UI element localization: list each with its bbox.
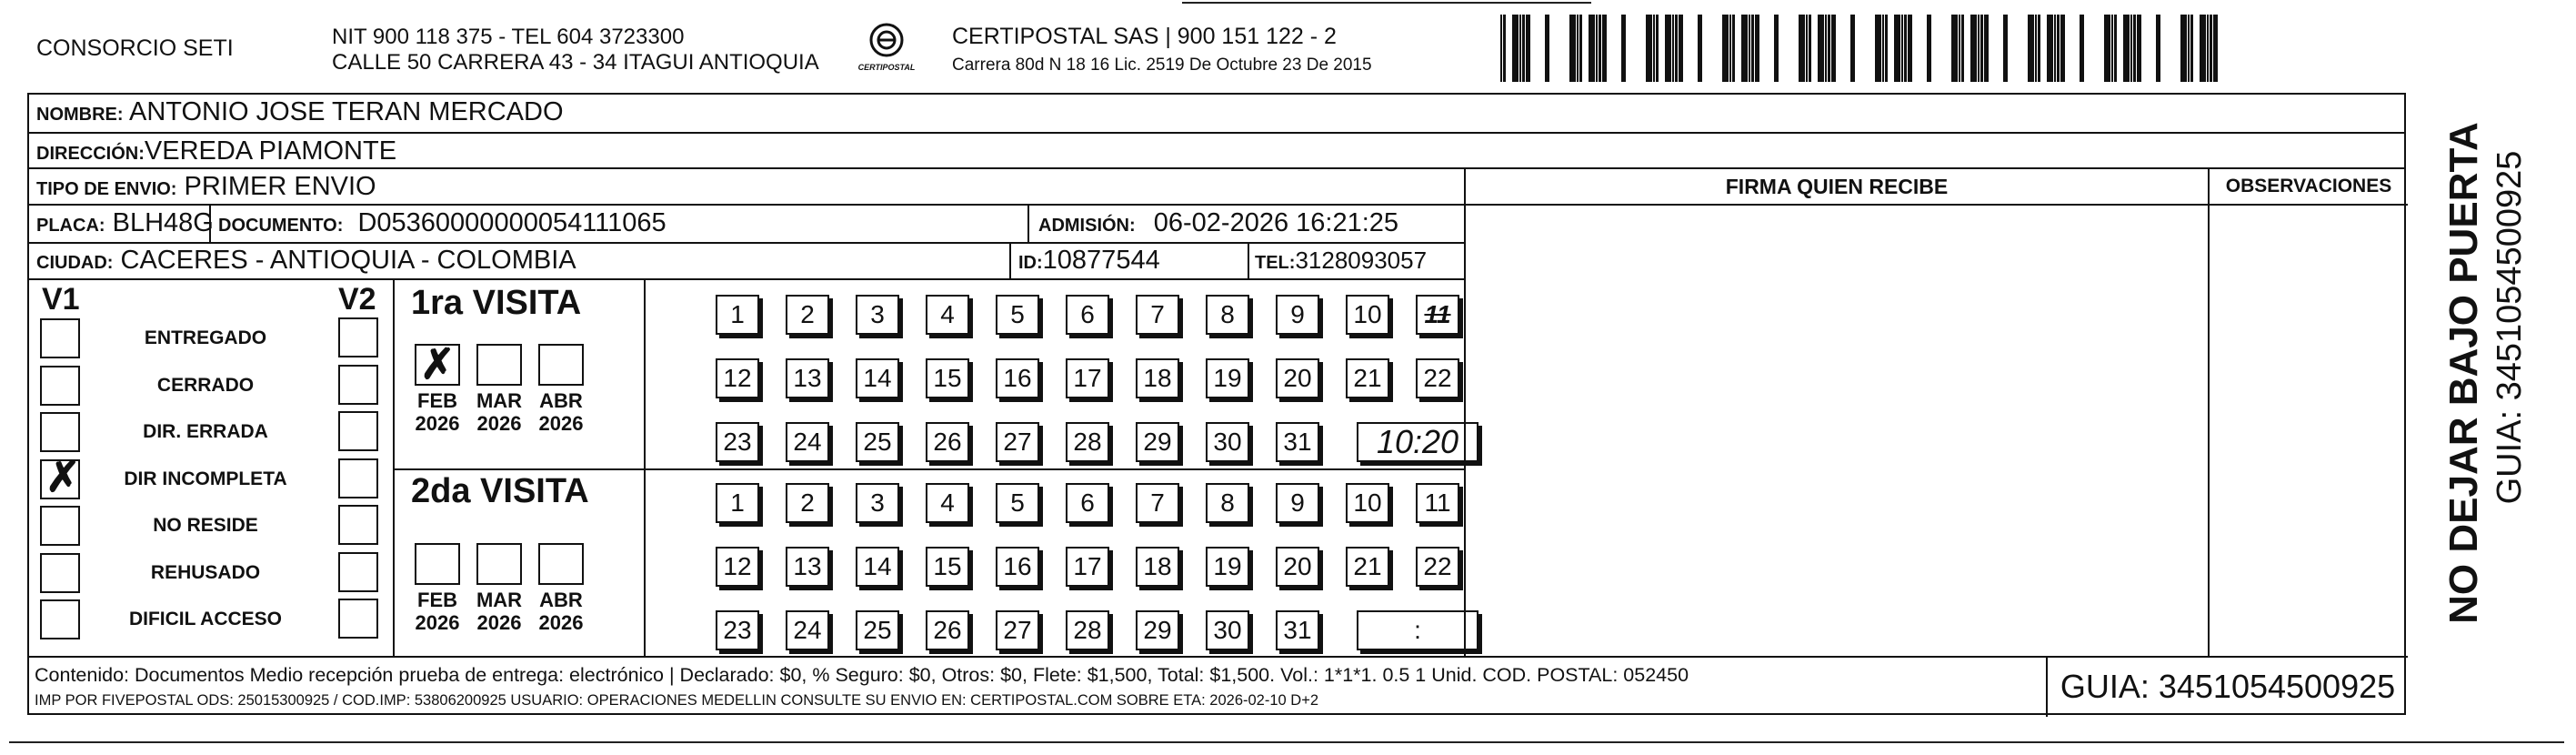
status-v2-checkbox[interactable]	[338, 552, 378, 592]
barcode-bar	[1646, 15, 1652, 82]
nombre-row: NOMBRE: ANTONIO JOSE TERAN MERCADO	[29, 95, 2404, 134]
day-box[interactable]: 9	[1276, 483, 1319, 523]
barcode-bar	[1951, 15, 1958, 82]
logo-icon	[867, 22, 907, 58]
barcode-bar	[1577, 15, 1579, 82]
tipo-row: TIPO DE ENVIO: PRIMER ENVIO	[29, 169, 1464, 206]
barcode-bar	[1875, 15, 1881, 82]
day-box[interactable]: 18	[1136, 547, 1179, 587]
day-box[interactable]: 11	[1416, 295, 1459, 335]
guide-table	[27, 93, 2406, 715]
day-box[interactable]: 21	[1346, 358, 1389, 398]
month-label: FEB 2026	[415, 389, 460, 435]
status-v2-checkbox[interactable]	[338, 317, 378, 357]
barcode-bar	[1806, 15, 1808, 82]
v1-header: V1	[42, 282, 80, 317]
barcode-bar	[1569, 15, 1576, 82]
day-box[interactable]: 23	[716, 422, 759, 462]
day-box[interactable]: 12	[716, 358, 759, 398]
nombre-value: ANTONIO JOSE TERAN MERCADO	[129, 97, 564, 126]
barcode-bar	[2047, 15, 2053, 82]
day-box[interactable]: 13	[786, 547, 829, 587]
day-box[interactable]: 5	[996, 295, 1039, 335]
day-box[interactable]: 4	[926, 483, 969, 523]
time-box[interactable]: :	[1357, 610, 1478, 650]
month-checkbox[interactable]	[538, 543, 584, 585]
tel-value: 3128093057	[1295, 247, 1428, 274]
day-box[interactable]: 21	[1346, 547, 1389, 587]
barcode-bar	[1894, 15, 1900, 82]
day-box[interactable]: 14	[856, 358, 899, 398]
day-box[interactable]: 14	[856, 547, 899, 587]
tipo-value: PRIMER ENVIO	[184, 172, 376, 201]
barcode-bar	[2133, 15, 2136, 82]
day-box[interactable]: 12	[716, 547, 759, 587]
carrier-name: CERTIPOSTAL SAS | 900 151 122 - 2	[952, 24, 1337, 49]
day-box[interactable]: 22	[1416, 358, 1459, 398]
day-box[interactable]: 17	[1066, 358, 1109, 398]
status-v2-checkbox[interactable]	[338, 365, 378, 405]
day-box[interactable]: 23	[716, 610, 759, 650]
barcode-bar	[1978, 15, 1980, 82]
barcode-bar	[2210, 15, 2212, 82]
day-box[interactable]: 20	[1276, 547, 1319, 587]
footer-contenido: Contenido: Documentos Medio recepción prueba de entrega: electrónico | Declarado: $0, % Seguro: $0, Otros: $0, Flete: $1,500, Total: $1,500. Vol.: 1*1*1. 0.5 1 Unid. COD. POSTAL: 052450	[35, 664, 1689, 686]
barcode-bar	[2028, 15, 2034, 82]
barcode-bar	[1818, 15, 1824, 82]
month-checkbox[interactable]	[476, 344, 522, 386]
day-box[interactable]: 24	[786, 422, 829, 462]
barcode-bar	[1732, 15, 1735, 82]
day-box[interactable]: 10	[1346, 295, 1389, 335]
month-checkbox[interactable]	[476, 543, 522, 585]
day-box[interactable]: 8	[1206, 295, 1249, 335]
barcode-bar	[1729, 15, 1731, 82]
barcode-bar	[2213, 15, 2218, 82]
firma-header: FIRMA QUIEN RECIBE	[1466, 169, 2208, 206]
day-box[interactable]: 25	[856, 610, 899, 650]
barcode-bar	[1980, 15, 1983, 82]
barcode-bar	[1984, 15, 1989, 82]
barcode-bar	[1679, 15, 1683, 82]
barcode-bar	[1653, 15, 1655, 82]
placa-row: PLACA: BLH48G DOCUMENTO: D05360000000054111065 ADMISIÓN: 06-02-2026 16:21:25	[29, 206, 1464, 244]
barcode-bar	[1672, 15, 1674, 82]
barcode-bar	[1961, 15, 1964, 82]
barcode-bar	[1751, 15, 1754, 82]
barcode-bar	[1825, 15, 1827, 82]
day-box[interactable]: 30	[1206, 610, 1249, 650]
status-label: DIR INCOMPLETA	[124, 468, 287, 489]
barcode-bar	[2207, 15, 2209, 82]
day-box[interactable]: 26	[926, 610, 969, 650]
status-label: DIFICIL ACCESO	[128, 609, 282, 629]
cut-line	[9, 741, 2564, 743]
day-box[interactable]: 7	[1136, 295, 1179, 335]
barcode-bar	[2104, 15, 2110, 82]
barcode-bar	[2080, 15, 2084, 82]
status-label: NO RESIDE	[153, 515, 258, 536]
day-box[interactable]: 9	[1276, 295, 1319, 335]
barcode-bar	[2156, 15, 2160, 82]
barcode-bar	[1500, 15, 1502, 82]
day-box[interactable]: 6	[1066, 483, 1109, 523]
side-guia: GUIA: 3451054500925	[2491, 150, 2529, 505]
barcode-bar	[1522, 15, 1525, 82]
direccion-row: DIRECCIÓN:VEREDA PIAMONTE	[29, 134, 2404, 169]
barcode-bar	[1596, 15, 1598, 82]
day-box[interactable]: 11	[1416, 483, 1459, 523]
day-box[interactable]: 2	[786, 295, 829, 335]
visit-divider	[393, 468, 1464, 470]
day-box[interactable]: 19	[1206, 547, 1249, 587]
company-address: CALLE 50 CARRERA 43 - 34 ITAGUI ANTIOQUIA	[332, 50, 819, 75]
day-box[interactable]: 6	[1066, 295, 1109, 335]
barcode-bar	[1512, 15, 1519, 82]
barcode-bar	[2054, 15, 2056, 82]
barcode-bar	[1621, 15, 1626, 82]
barcode-bar	[2003, 15, 2008, 82]
day-box[interactable]: 31	[1276, 422, 1319, 462]
month-checkbox[interactable]	[538, 344, 584, 386]
no-dejar-bajo-puerta: NO DEJAR BAJO PUERTA	[2441, 122, 2486, 624]
barcode-bar	[1927, 15, 1931, 82]
firma-column	[1464, 169, 2208, 656]
barcode-bar	[1589, 15, 1595, 82]
day-box[interactable]: 25	[856, 422, 899, 462]
barcode-bar	[2137, 15, 2141, 82]
day-box[interactable]: 29	[1136, 610, 1179, 650]
barcode-bar	[2200, 15, 2206, 82]
day-box[interactable]: 22	[1416, 547, 1459, 587]
barcode-bar	[2123, 15, 2130, 82]
id-value: 10877544	[1042, 246, 1160, 275]
barcode-bar	[2114, 15, 2117, 82]
barcode-bar	[2188, 15, 2190, 82]
day-box[interactable]: 19	[1206, 358, 1249, 398]
barcode-bar	[1774, 15, 1779, 82]
logo-text: CERTIPOSTAL	[857, 63, 916, 72]
status-label: CERRADO	[156, 374, 255, 396]
side-vertical	[2410, 118, 2529, 628]
barcode-bar	[1656, 15, 1659, 82]
status-v2-checkbox[interactable]	[338, 411, 378, 451]
day-box[interactable]: 15	[926, 358, 969, 398]
barcode-bar	[1882, 15, 1884, 82]
status-v1-checkbox[interactable]	[40, 452, 81, 500]
day-box[interactable]: 18	[1136, 358, 1179, 398]
admision-value: 06-02-2026 16:21:25	[1153, 208, 1399, 237]
barcode-bar	[1799, 15, 1805, 82]
company-name: CONSORCIO SETI	[36, 35, 234, 61]
certipostal-logo	[841, 22, 932, 78]
day-box[interactable]: 15	[926, 547, 969, 587]
barcode-bar	[1970, 15, 1977, 82]
status-v2-checkbox[interactable]	[338, 458, 378, 498]
barcode-bar	[2130, 15, 2132, 82]
month-check-mark: ✗	[420, 340, 456, 388]
barcode-bar	[2180, 15, 2187, 82]
day-box[interactable]: 27	[996, 422, 1039, 462]
barcode-bar	[2190, 15, 2193, 82]
barcode-bar	[2035, 15, 2037, 82]
barcode-bar	[1698, 15, 1702, 82]
company-nit: NIT 900 118 375 - TEL 604 3723300	[332, 25, 685, 49]
top-cut-line	[1182, 2, 1591, 4]
day-box[interactable]: 1	[716, 295, 759, 335]
day-box[interactable]: 2	[786, 483, 829, 523]
month-checkbox[interactable]	[415, 543, 460, 585]
barcode-bar	[2057, 15, 2060, 82]
barcode-bar	[1722, 15, 1729, 82]
status-label: ENTREGADO	[144, 327, 267, 348]
barcode-bar	[1599, 15, 1601, 82]
barcode-bar	[1519, 15, 1521, 82]
time-box[interactable]: 10:20	[1357, 422, 1478, 462]
footer-imp: IMP POR FIVEPOSTAL ODS: 25015300925 / COD.IMP: 53806200925 USUARIO: OPERACIONES MEDELLIN CONSULTE SU ENVIO EN: CERTIPOSTAL.COM SOBRE ETA: 2026-02-10 D+2	[35, 692, 1319, 709]
barcode-bar	[1904, 15, 1907, 82]
day-box[interactable]: 30	[1206, 422, 1249, 462]
barcode-bar	[2038, 15, 2040, 82]
day-box[interactable]: 13	[786, 358, 829, 398]
observaciones-header: OBSERVACIONES	[2210, 169, 2408, 206]
day-box[interactable]: 8	[1206, 483, 1249, 523]
day-box[interactable]: 16	[996, 358, 1039, 398]
placa-value: BLH48G	[112, 208, 214, 237]
barcode-bar	[1741, 15, 1748, 82]
day-box[interactable]: 16	[996, 547, 1039, 587]
barcode-bar	[1526, 15, 1530, 82]
barcode-bar	[2111, 15, 2113, 82]
barcode-bar	[1885, 15, 1888, 82]
footer	[29, 656, 2408, 717]
visit-title: 1ra VISITA	[411, 284, 582, 322]
day-box[interactable]: 24	[786, 610, 829, 650]
barcode-bar	[1755, 15, 1759, 82]
barcode-bar	[1579, 15, 1582, 82]
status-v1-checkbox[interactable]	[40, 366, 80, 406]
day-box[interactable]: 5	[996, 483, 1039, 523]
day-box[interactable]: 29	[1136, 422, 1179, 462]
status-label: DIR. ERRADA	[143, 421, 268, 442]
day-box[interactable]: 3	[856, 295, 899, 335]
status-v2-checkbox[interactable]	[338, 505, 378, 545]
barcode-bar	[1749, 15, 1750, 82]
status-v2-checkbox[interactable]	[338, 599, 378, 639]
day-box[interactable]: 7	[1136, 483, 1179, 523]
status-check-mark: ✗	[45, 452, 81, 500]
ciudad-row: CIUDAD: CACERES - ANTIOQUIA - COLOMBIA ID:10877544 TEL:3128093057	[29, 244, 1464, 280]
day-box[interactable]: 1	[716, 483, 759, 523]
direccion-value: VEREDA PIAMONTE	[144, 136, 397, 166]
day-box[interactable]: 26	[926, 422, 969, 462]
day-box[interactable]: 28	[1066, 422, 1109, 462]
barcode-bar	[1850, 15, 1855, 82]
carrier-address: Carrera 80d N 18 16 Lic. 2519 De Octubre 23 De 2015	[952, 55, 1372, 75]
status-label: REHUSADO	[150, 561, 261, 583]
barcode-bar	[1503, 15, 1506, 82]
barcode-bar	[2060, 15, 2065, 82]
day-box[interactable]: 20	[1276, 358, 1319, 398]
day-box[interactable]: 27	[996, 610, 1039, 650]
day-box[interactable]: 4	[926, 295, 969, 335]
barcode-bar	[1959, 15, 1960, 82]
day-box[interactable]: 31	[1276, 610, 1319, 650]
barcode-bar	[1828, 15, 1830, 82]
barcode-bar	[1675, 15, 1678, 82]
barcode-bar	[1901, 15, 1903, 82]
info-block	[29, 169, 1464, 280]
status-v1-checkbox[interactable]	[40, 506, 80, 546]
barcode-bar	[1908, 15, 1912, 82]
month-label: MAR 2026	[476, 389, 523, 435]
barcode-bar	[1665, 15, 1671, 82]
day-box[interactable]: 28	[1066, 610, 1109, 650]
barcode-bar	[1809, 15, 1811, 82]
documento-value: D05360000000054111065	[357, 208, 667, 237]
observaciones-column	[2208, 169, 2408, 656]
status-v1-checkbox[interactable]	[40, 599, 80, 639]
day-box[interactable]: 3	[856, 483, 899, 523]
month-label: MAR 2026	[476, 589, 523, 634]
month-label: ABR 2026	[538, 589, 584, 634]
barcode-bar	[1602, 15, 1607, 82]
day-box[interactable]: 17	[1066, 547, 1109, 587]
day-box[interactable]: 10	[1346, 483, 1389, 523]
month-checkbox[interactable]	[415, 340, 460, 388]
month-label: ABR 2026	[538, 389, 584, 435]
barcode	[1500, 15, 2228, 82]
barcode-bar	[1831, 15, 1836, 82]
v2-header: V2	[338, 282, 376, 317]
barcode-bar	[1545, 15, 1549, 82]
visits-area	[29, 280, 1464, 656]
status-v1-checkbox[interactable]	[40, 412, 80, 452]
status-v1-checkbox[interactable]	[40, 318, 80, 358]
month-label: FEB 2026	[415, 589, 460, 634]
ciudad-value: CACERES - ANTIOQUIA - COLOMBIA	[120, 246, 576, 275]
visit-title: 2da VISITA	[411, 472, 589, 510]
footer-guia: GUIA: 3451054500925	[2046, 658, 2408, 717]
status-v1-checkbox[interactable]	[40, 553, 80, 593]
